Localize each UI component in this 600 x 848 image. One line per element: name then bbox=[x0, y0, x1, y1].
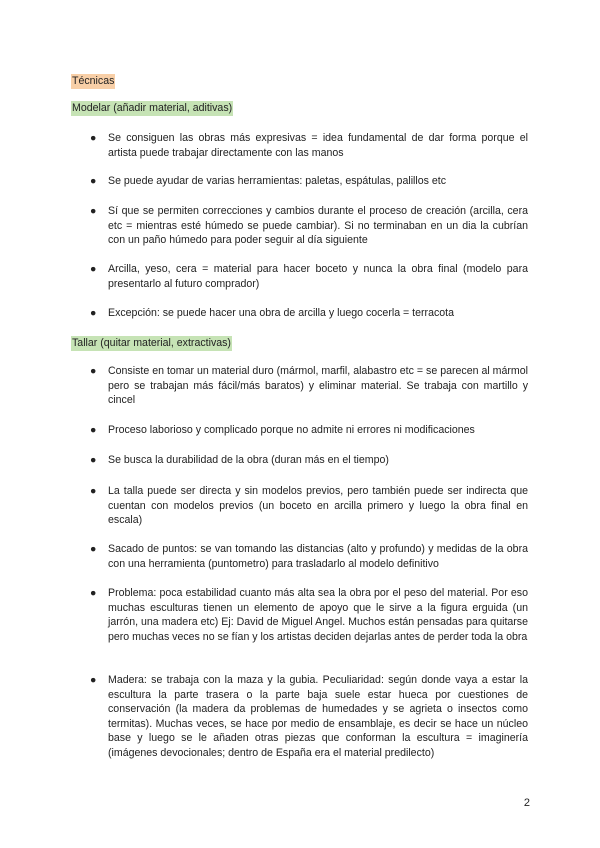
bullet-icon: ● bbox=[90, 587, 97, 599]
heading-modelar: Modelar (añadir material, aditivas) bbox=[72, 102, 233, 114]
heading-tallar: Tallar (quitar material, extractivas) bbox=[72, 337, 231, 349]
list-item bbox=[90, 131, 528, 160]
list-item bbox=[90, 174, 528, 189]
list-item bbox=[90, 673, 528, 761]
bullet-icon: ● bbox=[90, 543, 97, 555]
list-item bbox=[90, 364, 528, 408]
list-item bbox=[90, 423, 528, 438]
list-item-text: Madera: se trabaja con la maza y la gubia. Peculiaridad: según donde vaya a estar la escultura la parte trasera o la parte baja suele estar hueca por cuestiones de conservación (la madera da problemas de humedades y se agrieta o insectos como termitas). Muchas veces, se hace por medio de ensamblaje, es decir se hace un núcleo base y luego se le añaden otras piezas que conforman la escultura = imaginería (imágenes devocionales; dentro de España era el material predilecto) bbox=[108, 674, 528, 759]
bullet-icon: ● bbox=[90, 454, 97, 466]
list-item-text: Arcilla, yeso, cera = material para hacer boceto y nunca la obra final (modelo para presentarlo al futuro comprador) bbox=[108, 263, 528, 290]
list-item bbox=[90, 586, 528, 644]
list-item-text: Proceso laborioso y complicado porque no admite ni errores ni modificaciones bbox=[108, 424, 475, 436]
bullet-icon: ● bbox=[90, 424, 97, 436]
list-item bbox=[90, 262, 528, 291]
bullet-icon: ● bbox=[90, 175, 97, 187]
list-item-text: Problema: poca estabilidad cuanto más alta sea la obra por el peso del material. Por eso muchas esculturas tienen un elemento de apoyo que le sirve a la figura erguida (un jarrón, una madera etc) Ej: David de Miguel Angel. Muchos están pensadas para quitarse pero muchas veces no se fían y los artistas deciden dejarlas antes de perder toda la obra bbox=[108, 587, 528, 643]
list-item-text: Excepción: se puede hacer una obra de arcilla y luego cocerla = terracota bbox=[108, 307, 454, 319]
list-item bbox=[90, 484, 528, 528]
list-item-text: Consiste en tomar un material duro (mármol, marfil, alabastro etc = se parecen al mármol pero se trabajan más fácil/más baratos) y eliminar material. Se trabaja con martillo y cincel bbox=[108, 365, 528, 407]
list-item bbox=[90, 453, 528, 468]
bullet-icon: ● bbox=[90, 485, 97, 497]
heading-tecnicas: Técnicas bbox=[72, 75, 115, 87]
list-item-text: Se puede ayudar de varias herramientas: paletas, espátulas, palillos etc bbox=[108, 175, 447, 187]
list-item-text: Se busca la durabilidad de la obra (duran más en el tiempo) bbox=[108, 454, 389, 466]
bullet-icon: ● bbox=[90, 307, 97, 319]
list-item-text: Sacado de puntos: se van tomando las distancias (alto y profundo) y medidas de la obra con una herramienta (puntometro) para trasladarlo al modelo definitivo bbox=[108, 543, 528, 570]
list-item bbox=[90, 204, 528, 248]
page-number: 2 bbox=[523, 797, 530, 809]
bullet-icon: ● bbox=[90, 365, 97, 377]
list-item-text: La talla puede ser directa y sin modelos previos, pero también puede ser indirecta que cuentan con modelos previos (un boceto en arcilla primero y luego la obra final en escala) bbox=[108, 485, 528, 527]
list-item bbox=[90, 542, 528, 571]
list-item-text: Sí que se permiten correcciones y cambios durante el proceso de creación (arcilla, cera etc = mientras esté húmedo se puede cambiar). Si no terminaban en un dia la cubrían con un paño húmedo para poder seguir al día siguiente bbox=[108, 205, 528, 247]
bullet-icon: ● bbox=[90, 205, 97, 217]
bullet-icon: ● bbox=[90, 132, 97, 144]
list-item-text: Se consiguen las obras más expresivas = idea fundamental de dar forma porque el artista puede trabajar directamente con las manos bbox=[108, 132, 528, 159]
bullet-icon: ● bbox=[90, 263, 97, 275]
bullet-icon: ● bbox=[90, 674, 97, 686]
list-item bbox=[90, 306, 528, 321]
